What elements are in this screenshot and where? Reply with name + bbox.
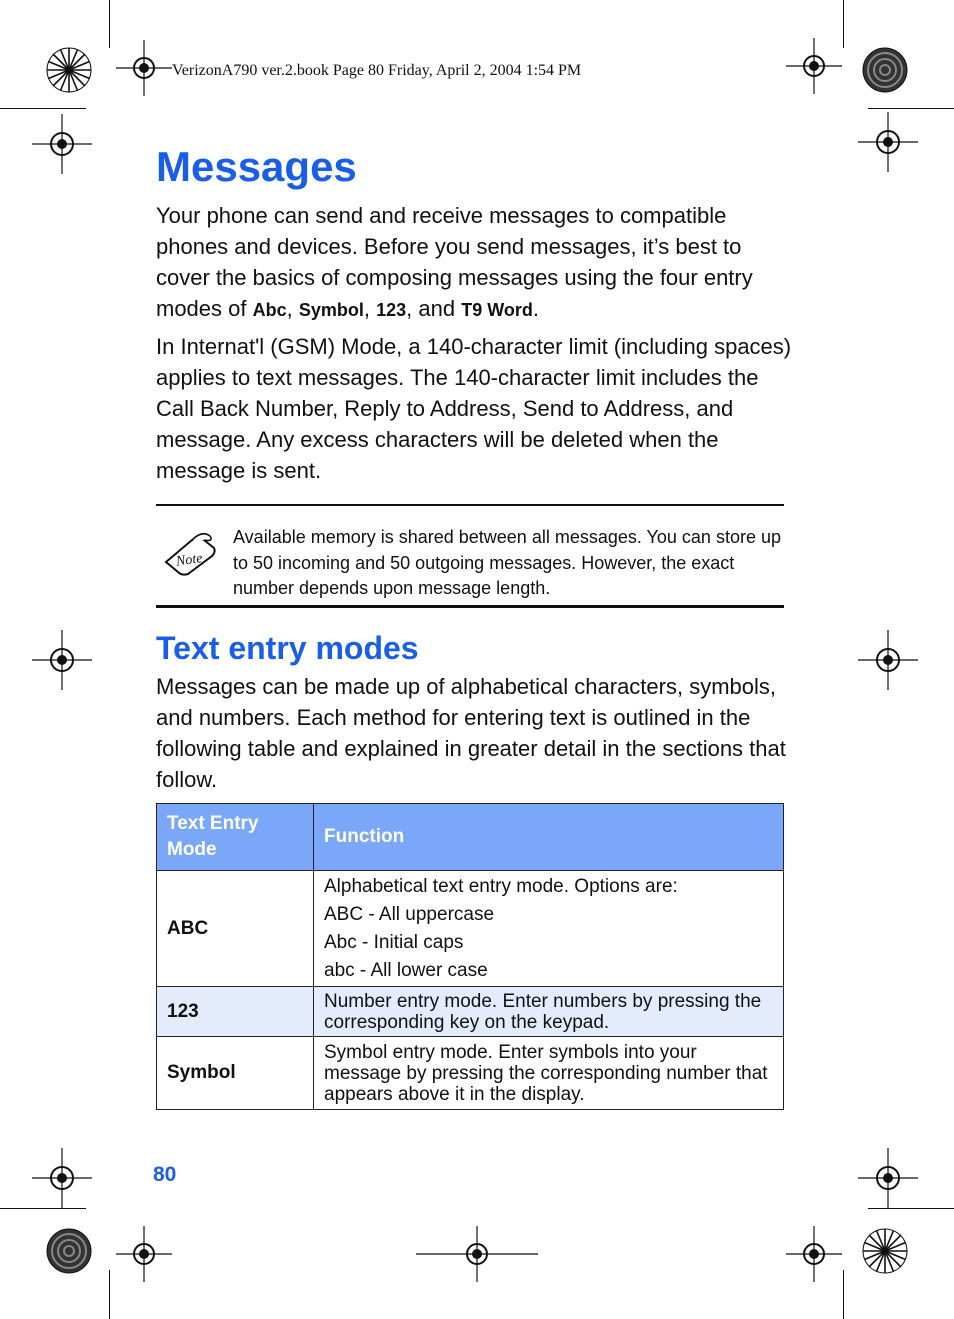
table-row xyxy=(157,1037,784,1110)
registration-mark-icon xyxy=(32,1148,92,1208)
header-text-entry-mode: Text Entry Mode xyxy=(157,804,314,871)
note-box xyxy=(156,504,784,608)
registration-mark-icon xyxy=(32,630,92,690)
registration-mark-icon xyxy=(416,1226,538,1282)
table-row xyxy=(157,987,784,1037)
registration-mark-icon xyxy=(858,630,918,690)
mode-123: 123 xyxy=(376,300,407,320)
gsm-paragraph: In Internat'l (GSM) Mode, a 140-character limit (including spaces) applies to text messages. The 140-character limit includes the Call Back Number, Reply to Address, Send to Address, and message. Any excess characters will be deleted when the message is sent. xyxy=(156,334,792,483)
mode-abc: Abc xyxy=(252,300,287,320)
page-title: Messages xyxy=(156,143,357,190)
text-entry-modes-table xyxy=(156,803,784,1110)
star-target-icon xyxy=(862,47,908,93)
intro-end: . xyxy=(532,296,539,321)
intro-text: Your phone can send and receive messages to compatible phones and devices. Before you send messages, it’s best to cover the basics of composing messages using the four entry modes of xyxy=(156,203,753,321)
note-icon xyxy=(162,528,218,578)
registration-mark-icon xyxy=(858,1148,918,1208)
row-mode: ABC xyxy=(157,871,314,987)
star-target-icon xyxy=(46,47,92,93)
registration-mark-icon xyxy=(116,1226,172,1282)
function-line: Alphabetical text entry mode. Options are: xyxy=(324,875,678,897)
row-function xyxy=(314,987,784,1037)
registration-mark-icon xyxy=(116,40,172,96)
separator: , xyxy=(286,296,299,321)
star-target-icon xyxy=(46,1228,92,1274)
mode-symbol: Symbol xyxy=(298,300,364,320)
table-header-row xyxy=(157,804,784,871)
star-target-icon xyxy=(862,1228,908,1274)
entry-paragraph: Messages can be made up of alphabetical characters, symbols, and numbers. Each method for entering text is outlined in the following table and explained in greater detail in the sections that follow. xyxy=(156,674,786,792)
note-icon-label: Note xyxy=(175,551,204,570)
registration-mark-icon xyxy=(786,38,842,94)
intro-paragraph xyxy=(156,200,796,326)
page-number: 80 xyxy=(153,1163,177,1186)
row-mode: Symbol xyxy=(157,1037,314,1110)
row-function xyxy=(314,871,784,987)
registration-mark-icon xyxy=(786,1226,842,1282)
function-line: Number entry mode. Enter numbers by pressing the corresponding key on the keypad. xyxy=(324,990,762,1033)
row-mode: 123 xyxy=(157,987,314,1037)
table-row xyxy=(157,871,784,987)
function-line: abc - All lower case xyxy=(324,959,488,981)
section-heading: Text entry modes xyxy=(156,630,419,666)
mode-t9-word: T9 Word xyxy=(461,300,533,320)
function-line: ABC - All uppercase xyxy=(324,903,495,925)
function-line: Symbol entry mode. Enter symbols into your message by pressing the corresponding number that appears above it in the display. xyxy=(324,1041,768,1105)
separator: , xyxy=(363,296,377,321)
registration-mark-icon xyxy=(858,112,918,172)
row-function xyxy=(314,1037,784,1110)
header-function: Function xyxy=(314,804,784,871)
function-line: Abc - Initial caps xyxy=(324,931,464,953)
separator: , and xyxy=(406,296,462,321)
note-text: Available memory is shared between all messages. You can store up to 50 incoming and 50 outgoing messages. However, the exact number depends upon message length. xyxy=(233,527,781,598)
book-header: VerizonA790 ver.2.book Page 80 Friday, April 2, 2004 1:54 PM xyxy=(172,62,582,79)
registration-mark-icon xyxy=(32,114,92,174)
